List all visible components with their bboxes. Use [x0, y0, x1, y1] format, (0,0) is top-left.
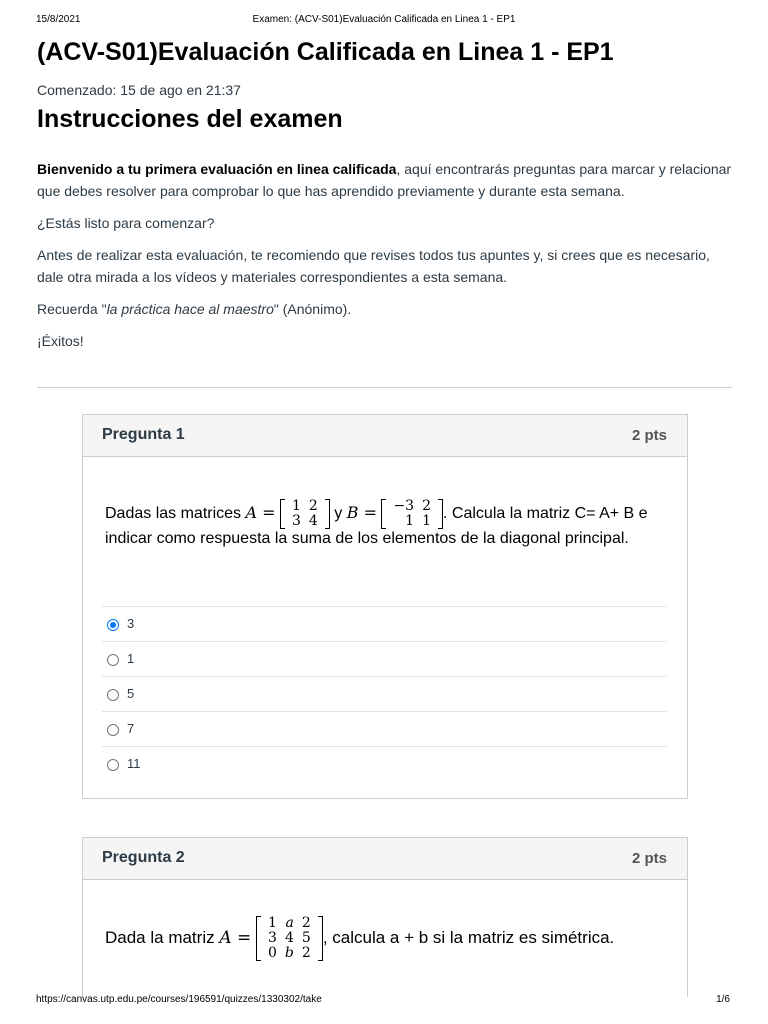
matrix-cell: 2 [308, 498, 318, 514]
matrix-cell: −3 [393, 498, 415, 514]
matrix-cell: 1 [422, 513, 432, 529]
question-title: Pregunta 1 [102, 426, 185, 443]
answer-option[interactable] [102, 711, 667, 746]
quote-author: " (Anónimo). [273, 301, 352, 317]
matrix-b-label: B = [346, 503, 377, 523]
print-footer [0, 994, 768, 1008]
question-text [105, 499, 665, 549]
instructions-paragraph-welcome [37, 158, 737, 202]
print-date: 15/8/2021 [36, 14, 81, 25]
section-divider [37, 387, 732, 388]
answer-option[interactable] [102, 746, 667, 781]
question-text [105, 916, 675, 961]
print-page-number: 1/6 [716, 994, 730, 1005]
question-points: 2 pts [631, 850, 667, 867]
matrix-cell: 1 [268, 915, 277, 931]
question-title: Pregunta 2 [102, 849, 185, 866]
welcome-bold-text: Bienvenido a tu primera evaluación en linea calificada [37, 161, 397, 177]
answer-label: 11 [127, 756, 141, 771]
question-text-rest: . Calcula la matriz C= A+ B e indicar como respuesta la suma de los elementos de la diagonal principal. [105, 505, 648, 547]
matrix-a [256, 916, 323, 961]
matrix-grid [261, 916, 318, 961]
question-text-rest: , calcula a + b si la matriz es simétrica. [322, 927, 615, 947]
matrix-b [381, 499, 443, 529]
print-document-title: Examen: (ACV-S01)Evaluación Calificada en Linea 1 - EP1 [252, 14, 516, 25]
matrix-cell: 1 [405, 513, 415, 529]
matrix-cell: 0 [268, 945, 277, 961]
quiz-start-time: Comenzado: 15 de ago en 21:37 [37, 82, 241, 98]
matrix-cell: 3 [292, 513, 301, 529]
matrix-cell: b [284, 945, 294, 961]
answer-list [102, 606, 667, 781]
matrix-a [280, 499, 330, 529]
instructions-paragraph-luck: ¡Éxitos! [37, 333, 84, 349]
matrix-a-grid [285, 499, 325, 529]
matrix-cell: 2 [422, 498, 432, 514]
question-text-intro: Dada la matriz [105, 927, 220, 947]
answer-label: 7 [127, 721, 135, 736]
answer-label: 5 [127, 686, 135, 701]
print-header [0, 14, 768, 28]
instructions-paragraph-ready: ¿Estás listo para comenzar? [37, 215, 215, 231]
matrix-label: A = [219, 927, 252, 948]
instructions-heading: Instrucciones del examen [37, 105, 343, 133]
matrix-bracket-right [325, 499, 330, 529]
radio-button[interactable] [107, 724, 119, 736]
answer-option[interactable] [102, 641, 667, 676]
matrix-cell: 4 [308, 513, 318, 529]
quote-intro: Recuerda " [37, 301, 107, 317]
question-connector: y [334, 505, 347, 523]
answer-label: 3 [127, 616, 135, 631]
welcome-text: , aquí encontrarás preguntas para marcar y relacionar que debes resolver para comprobar lo que has aprendido previamente y durante esta semana. [37, 161, 732, 199]
question-points: 2 pts [631, 427, 667, 444]
matrix-a-label: A = [245, 503, 276, 523]
matrix-cell: a [285, 915, 294, 931]
quote-text: la práctica hace al maestro [106, 301, 274, 317]
question-header [83, 838, 687, 880]
matrix-b-grid [386, 499, 438, 529]
matrix-cell: 2 [301, 945, 311, 961]
question-1 [82, 414, 688, 799]
question-header [83, 415, 687, 457]
answer-option[interactable] [102, 676, 667, 711]
instructions-paragraph-quote [37, 298, 737, 320]
radio-button-selected[interactable] [107, 619, 119, 631]
matrix-cell: 2 [301, 915, 311, 931]
radio-button[interactable] [107, 689, 119, 701]
instructions-paragraph-review: Antes de realizar esta evaluación, te recomiendo que revises todos tus apuntes y, si crees que es necesario, dale otra mirada a los vídeos y materiales correspondientes a esta semana. [37, 247, 710, 285]
matrix-cell: 1 [292, 498, 301, 514]
print-url: https://canvas.utp.edu.pe/courses/196591/quizzes/1330302/take [36, 994, 322, 1005]
answer-option[interactable] [102, 606, 667, 641]
instructions-body [37, 158, 737, 362]
matrix-cell: 4 [284, 930, 294, 946]
radio-button[interactable] [107, 759, 119, 771]
answer-label: 1 [127, 651, 135, 666]
question-2 [82, 837, 688, 997]
matrix-cell: 5 [301, 930, 311, 946]
radio-button[interactable] [107, 654, 119, 666]
question-text-intro: Dadas las matrices [105, 505, 246, 523]
quiz-title: (ACV-S01)Evaluación Calificada en Linea 1 - EP1 [37, 38, 614, 66]
matrix-cell: 3 [268, 930, 277, 946]
